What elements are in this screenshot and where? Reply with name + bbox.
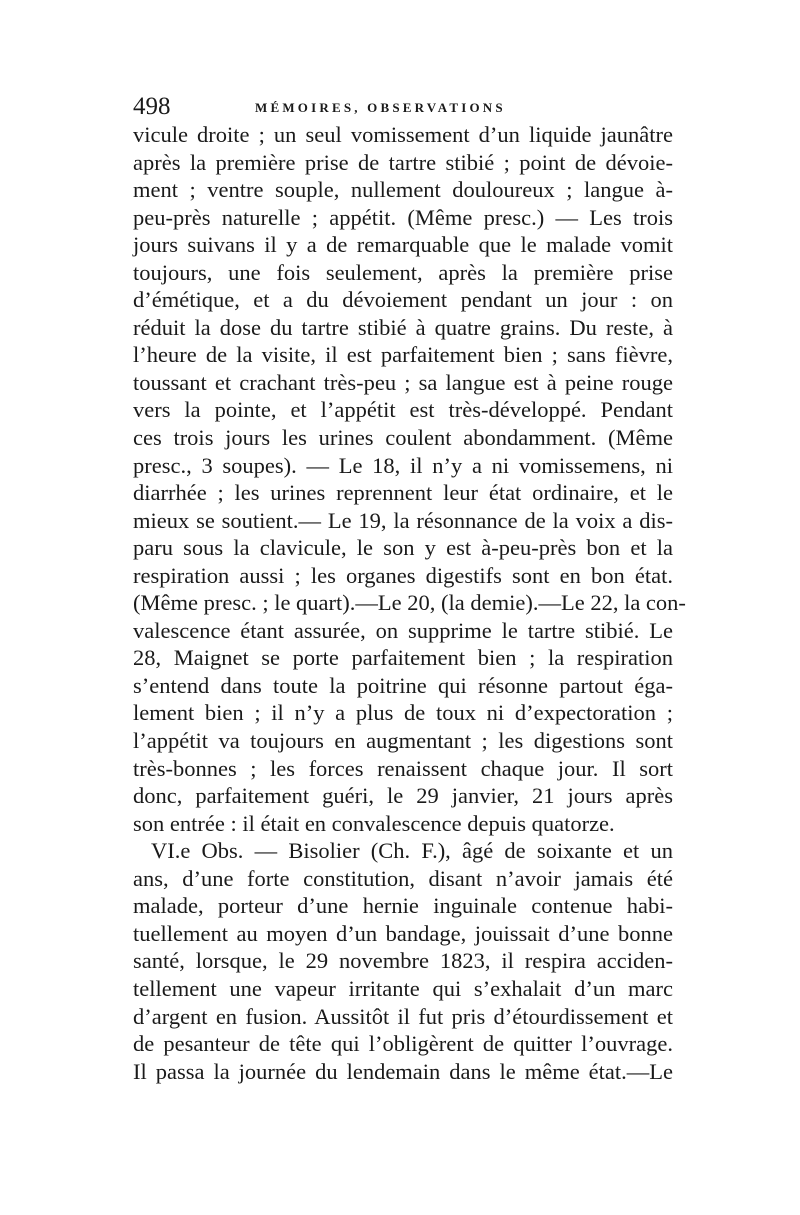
text-line: d’émétique, et a du dévoiement pendant un jour : on bbox=[133, 287, 673, 313]
body-text bbox=[133, 121, 686, 1085]
text-line: lement bien ; il n’y a plus de toux ni d’expectoration ; bbox=[133, 700, 673, 726]
text-line: peu-près naturelle ; appétit. (Même presc.) — Les trois bbox=[133, 204, 673, 230]
text-line: l’heure de la visite, il est parfaitement bien ; sans fièvre, bbox=[133, 342, 673, 368]
text-line: vicule droite ; un seul vomissement d’un liquide jaunâtre bbox=[133, 122, 673, 147]
text-line: ans, d’une forte constitution, disant n’avoir jamais été bbox=[133, 865, 673, 891]
text-line: 28, Maignet se porte parfaitement bien ; la respiration bbox=[133, 645, 673, 671]
text-line: respiration aussi ; les organes digestifs sont en bon état. bbox=[133, 562, 673, 588]
running-head: MÉMOIRES, OBSERVATIONS bbox=[255, 100, 506, 115]
text-line: Il passa la journée du lendemain dans le même état.—Le bbox=[133, 1058, 673, 1084]
text-line: ces trois jours les urines coulent abondamment. (Même bbox=[133, 425, 673, 451]
text-line: mieux se soutient.— Le 19, la résonnance de la voix a dis- bbox=[133, 507, 673, 533]
text-line: (Même presc. ; le quart).—Le 20, (la demie).—Le 22, la con- bbox=[133, 590, 686, 616]
text-line: toujours, une fois seulement, après la première prise bbox=[133, 259, 673, 285]
text-line: toussant et crachant très-peu ; sa langue est à peine rouge bbox=[133, 369, 673, 395]
text-line: réduit la dose du tartre stibié à quatre grains. Du reste, à bbox=[133, 314, 673, 340]
text-line: très-bonnes ; les forces renaissent chaque jour. Il sort bbox=[133, 755, 673, 781]
text-line: d’argent en fusion. Aussitôt il fut pris d’étourdissement et bbox=[133, 1003, 673, 1029]
text-line: s’entend dans toute la poitrine qui résonne partout éga- bbox=[133, 672, 673, 698]
text-line: tellement une vapeur irritante qui s’exhalait d’un marc bbox=[133, 975, 673, 1001]
text-line: vers la pointe, et l’appétit est très-développé. Pendant bbox=[133, 397, 673, 423]
observation-heading-line: VI.e Obs. — Bisolier (Ch. F.), âgé de soixante et un bbox=[151, 838, 673, 864]
text-line: après la première prise de tartre stibié ; point de dévoie- bbox=[133, 149, 673, 175]
text-line: donc, parfaitement guéri, le 29 janvier, 21 jours après bbox=[133, 783, 673, 809]
text-line: jours suivans il y a de remarquable que le malade vomit bbox=[133, 232, 673, 258]
text-line: l’appétit va toujours en augmentant ; les digestions sont bbox=[133, 728, 673, 754]
text-line: presc., 3 soupes). — Le 18, il n’y a ni vomissemens, ni bbox=[133, 452, 673, 478]
page-number: 498 bbox=[133, 93, 171, 120]
text-line: valescence étant assurée, on supprime le tartre stibié. Le bbox=[133, 617, 673, 643]
text-line: santé, lorsque, le 29 novembre 1823, il respira acciden- bbox=[133, 948, 673, 974]
text-line: tuellement au moyen d’un bandage, jouissait d’une bonne bbox=[133, 920, 673, 946]
text-line: paru sous la clavicule, le son y est à-peu-près bon et la bbox=[133, 535, 673, 561]
text-line: ment ; ventre souple, nullement douloureux ; langue à- bbox=[133, 177, 673, 203]
text-line: de pesanteur de tête qui l’obligèrent de quitter l’ouvrage. bbox=[133, 1031, 673, 1057]
paragraph-last-line: son entrée : il était en convalescence depuis quatorze. bbox=[133, 810, 615, 836]
page-header bbox=[133, 92, 673, 122]
text-line: malade, porteur d’une hernie inguinale contenue habi- bbox=[133, 893, 673, 919]
text-line: diarrhée ; les urines reprennent leur état ordinaire, et le bbox=[133, 480, 673, 506]
